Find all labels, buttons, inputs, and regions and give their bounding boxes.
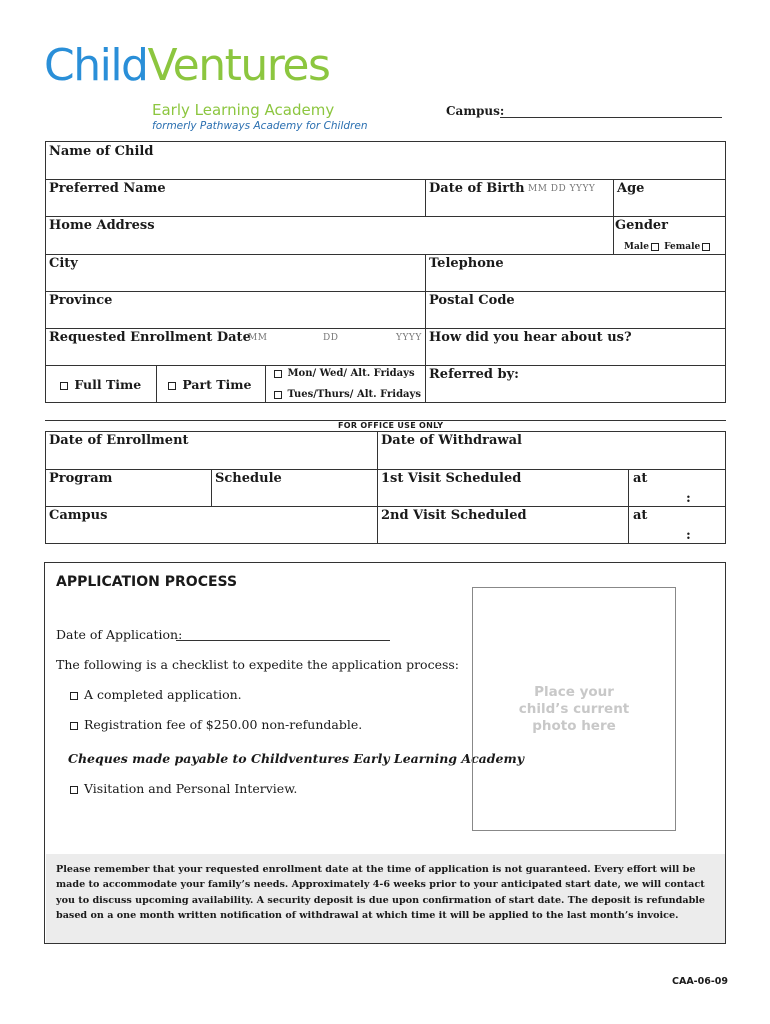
second-visit-colon: : <box>686 528 691 543</box>
female-checkbox[interactable] <box>702 243 710 251</box>
part-time-label <box>166 377 251 392</box>
photo-placeholder-text <box>472 684 676 735</box>
first-visit-at-label: at <box>633 471 648 486</box>
application-checkbox[interactable] <box>70 692 78 700</box>
second-visit-label: 2nd Visit Scheduled <box>381 508 527 523</box>
date-of-application-field[interactable] <box>176 640 390 641</box>
mwf-option <box>272 368 415 379</box>
checklist-item-visitation <box>68 781 297 796</box>
fee-checkbox[interactable] <box>70 722 78 730</box>
brand-logo-child: Child <box>44 40 148 91</box>
first-visit-label: 1st Visit Scheduled <box>381 471 522 486</box>
enrollment-dd-hint: DD <box>323 333 339 343</box>
part-time-checkbox[interactable] <box>168 382 176 390</box>
mwf-checkbox[interactable] <box>274 370 282 378</box>
referred-by-label: Referred by: <box>429 367 519 382</box>
enrollment-yyyy-hint: YYYY <box>396 333 422 343</box>
male-checkbox[interactable] <box>651 243 659 251</box>
full-time-checkbox[interactable] <box>60 382 68 390</box>
age-label: Age <box>617 181 645 196</box>
campus-label: Campus: <box>446 104 505 118</box>
checklist-intro: The following is a checklist to expedite the application process: <box>56 657 460 672</box>
tth-text: Tues/Thurs/ Alt. Fridays <box>287 389 421 400</box>
preferred-name-label: Preferred Name <box>49 181 166 196</box>
male-label: Male <box>624 242 649 252</box>
office-use-header: FOR OFFICE USE ONLY <box>338 421 444 430</box>
postal-code-label: Postal Code <box>429 293 515 308</box>
enrollment-notice: Please remember that your requested enrollment date at the time of application is not guaranteed. Every effort will be made to accommodate your family’s needs. Approximately 4-6 weeks prior to your anticipated start date, we will contact you to discuss upcoming availability. A security deposit is due upon confirmation of start date. The deposit is refundable based on a one month written notification of withdrawal at which time it will be applied to the last month’s invoice. <box>46 854 725 943</box>
campus-field[interactable] <box>500 117 722 118</box>
female-label: Female <box>664 242 701 252</box>
checklist-item-application-text: A completed application. <box>83 687 242 702</box>
gender-label: Gender <box>615 218 669 233</box>
tth-option <box>272 389 421 400</box>
name-of-child-label: Name of Child <box>49 144 154 159</box>
home-address-label: Home Address <box>49 218 155 233</box>
brand-logo <box>44 40 330 91</box>
mwf-text: Mon/ Wed/ Alt. Fridays <box>287 368 415 379</box>
city-field[interactable] <box>45 254 426 292</box>
form-code: CAA-06-09 <box>672 976 729 987</box>
date-of-withdrawal-label: Date of Withdrawal <box>381 433 522 448</box>
date-of-enrollment-label: Date of Enrollment <box>49 433 189 448</box>
enrollment-mm-hint: MM <box>248 333 268 343</box>
first-visit-colon: : <box>686 491 691 506</box>
dob-format-hint: MM DD YYYY <box>528 184 596 194</box>
full-time-label <box>58 377 141 392</box>
cheques-note: Cheques made payable to Childventures Early Learning Academy <box>68 751 524 766</box>
campus-office-label: Campus <box>49 508 108 523</box>
schedule-label: Schedule <box>215 471 282 486</box>
date-of-application-label: Date of Application: <box>56 627 183 642</box>
application-process-title: APPLICATION PROCESS <box>56 574 238 590</box>
full-time-text: Full Time <box>74 377 142 392</box>
photo-text-line2: child’s current <box>518 701 630 717</box>
program-label: Program <box>49 471 113 486</box>
photo-text-line3: photo here <box>532 718 616 734</box>
tth-checkbox[interactable] <box>274 391 282 399</box>
part-time-text: Part Time <box>182 377 252 392</box>
requested-enrollment-date-label: Requested Enrollment Date <box>49 330 251 345</box>
gender-options <box>624 242 712 252</box>
telephone-label: Telephone <box>429 256 504 271</box>
city-label: City <box>49 256 78 271</box>
brand-formerly: formerly Pathways Academy for Children <box>152 120 368 132</box>
checklist-item-application <box>68 687 242 702</box>
visitation-checkbox[interactable] <box>70 786 78 794</box>
checklist-item-fee <box>68 717 362 732</box>
province-label: Province <box>49 293 113 308</box>
checklist-item-fee-text: Registration fee of $250.00 non-refundable. <box>83 717 363 732</box>
date-of-birth-label: Date of Birth <box>429 181 525 196</box>
how-did-you-hear-label: How did you hear about us? <box>429 330 632 345</box>
brand-subtitle: Early Learning Academy <box>152 101 335 119</box>
checklist-item-visitation-text: Visitation and Personal Interview. <box>83 781 298 796</box>
photo-text-line1: Place your <box>534 684 614 700</box>
brand-logo-ventures: Ventures <box>147 40 330 91</box>
second-visit-at-label: at <box>633 508 648 523</box>
